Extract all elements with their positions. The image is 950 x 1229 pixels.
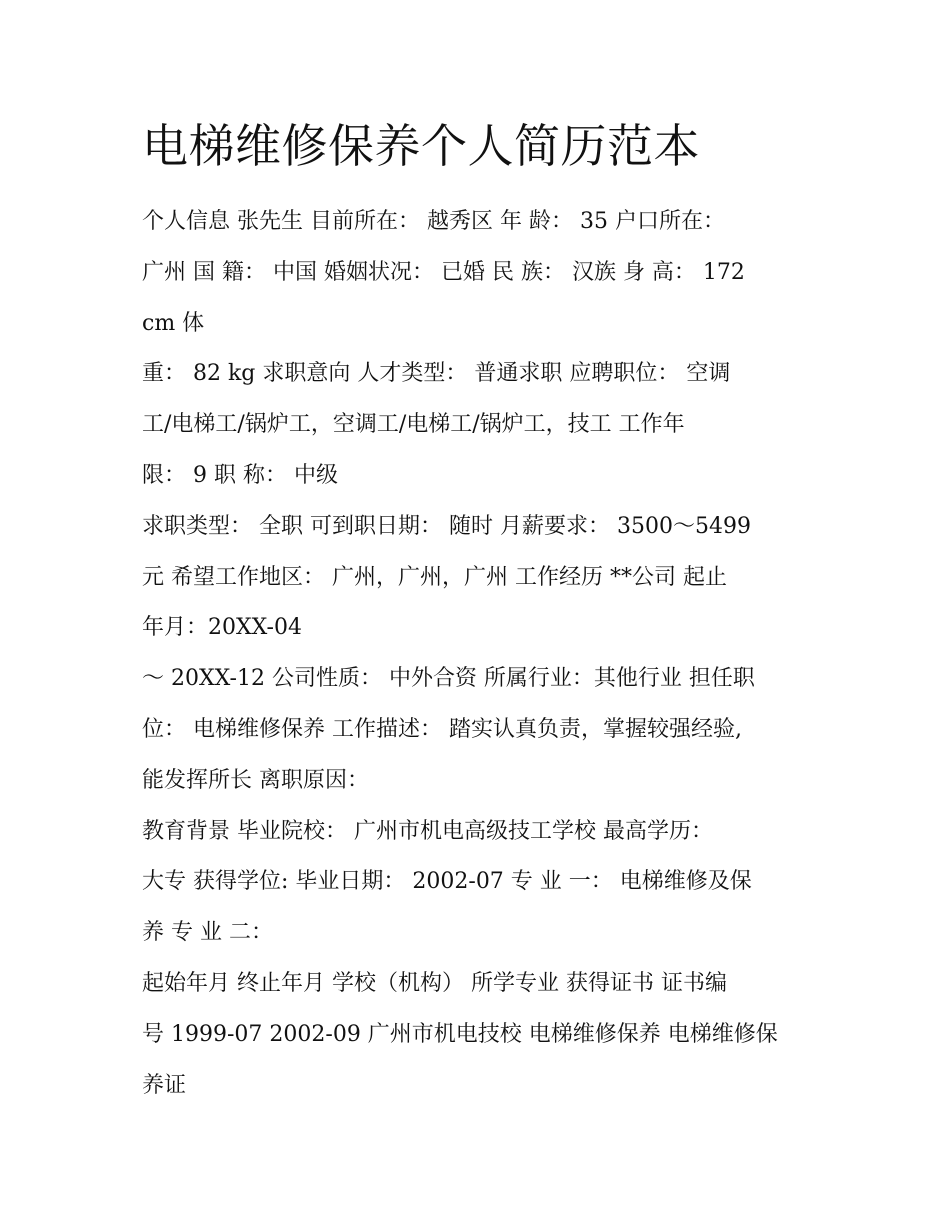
text-line: cm 体 (142, 310, 205, 336)
text-line: 起始年月 终止年月 学校（机构） 所学专业 获得证书 证书编 (142, 970, 727, 996)
text-line: 大专 获得学位: 毕业日期： 2002-07 专 业 一： 电梯维修及保 (142, 869, 752, 895)
text-line: 求职类型： 全职 可到职日期： 随时 月薪要求： 3500～5499 (142, 513, 751, 539)
resume-body (142, 203, 822, 1117)
document-title: 电梯维修保养个人简历范本 (142, 119, 700, 173)
text-line: 号 1999-07 2002-09 广州市机电技校 电梯维修保养 电梯维修保 (142, 1021, 778, 1047)
text-line: 限： 9 职 称： 中级 (142, 462, 338, 488)
text-line: 重： 82 kg 求职意向 人才类型： 普通求职 应聘职位： 空调 (142, 361, 731, 387)
text-line: 元 希望工作地区： 广州，广州，广州 工作经历 **公司 起止 (142, 564, 727, 590)
text-line: 个人信息 张先生 目前所在： 越秀区 年 龄： 35 户口所在： (142, 209, 725, 234)
text-line: 年月：20XX-04 (142, 615, 302, 641)
text-line: 教育背景 毕业院校： 广州市机电高级技工学校 最高学历： (142, 818, 713, 844)
text-line: 能发挥所长 离职原因： (142, 767, 369, 793)
text-line: 养证 (142, 1072, 187, 1098)
text-line: 工/电梯工/锅炉工，空调工/电梯工/锅炉工，技工 工作年 (142, 412, 685, 438)
text-line: 养 专 业 二： (142, 920, 273, 946)
text-line: 位： 电梯维修保养 工作描述： 踏实认真负责，掌握较强经验, (142, 716, 742, 742)
text-line: ～ 20XX-12 公司性质： 中外合资 所属行业：其他行业 担任职 (142, 666, 755, 692)
text-line: 广州 国 籍： 中国 婚姻状况： 已婚 民 族： 汉族 身 高： 172 (142, 259, 745, 285)
